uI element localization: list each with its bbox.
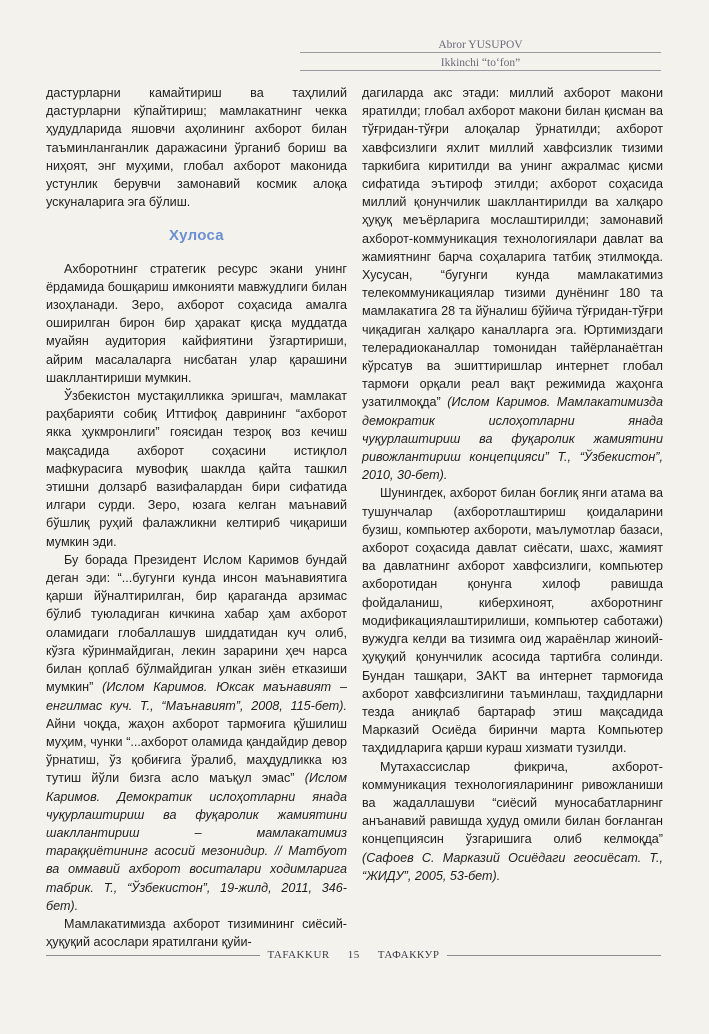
paragraph: дастурларни камайтириш ва таҳлилий дастурларни кўпайтириш; мамлакатнинг чекка ҳудудларида яшовчи аҳолининг ахборот билан таъминланганлик даражасини ўрганиб бориш ва ниҳоят, энг муҳими, глобал ахборот маконида устунлик берувчи замонавий космик алоқа ускуналарига эга бўлиш.	[46, 86, 347, 210]
header-rule-top	[300, 52, 661, 53]
paragraph-text: Мутахассислар фикрича, ахборот-коммуникация технологияларининг ривожланиши ва жадаллашуви “сиёсий муносабатларнинг анъанавий равишда ҳудуд омили билан боғланган концепциясин ўзгаришига олиб келмоқда”	[362, 759, 663, 847]
paragraph	[362, 84, 663, 484]
page-footer	[46, 949, 661, 961]
citation: (Ислом Каримов. Юксак маънавият – енгилмас куч. Т., “Маънавият”, 2008, 115-бет).	[46, 680, 347, 713]
paragraph: Ўзбекистон мустақилликка эришгач, мамлакат раҳбарияти собиқ Иттифоқ даврининг “ахборот якка ҳукмронлиги” гоясидан тезроқ воз кечиш мақсадида ахборот соҳасини истиқлол мафкурасига мувофиқ шаклда қайта ташкил этишни долзарб вазифалардан бири сифатида илгари сурди. Зеро, юзага келган маънавий бўшлиқ руҳий фалажликни келтириб чиқариши мумкин эди.	[46, 389, 347, 549]
page-number: 15	[347, 949, 360, 961]
left-column	[46, 84, 347, 951]
paragraph	[46, 551, 347, 915]
author-name: Abror YUSUPOV	[438, 39, 523, 51]
header-rule-bottom	[300, 70, 661, 71]
running-head	[300, 38, 661, 70]
paragraph: Ахборотнинг стратегик ресурс экани унинг ёрдамида бошқариш имконияти мавжудлиги билан изоҳланади. Зеро, ахборот соҳасида амалга оширилган бирон бир ҳаракат қисқа муддатда муайян аудитория кайфиятини ўзгартириши, айрим масалаларга нисбатан улар қарашини шакллантириши мумкин.	[46, 261, 347, 385]
paragraph: Мамлакатимизда ахборот тизимининг сиёсий-ҳуқуқий асослари яратилгани қуйи-	[46, 916, 347, 950]
section-subtitle: Ikkinchi “to‘fon”	[440, 57, 521, 69]
footer-magazine-latin: TAFAKKUR	[267, 949, 330, 961]
paragraph: Шунингдек, ахборот билан боғлиқ янги атама ва тушунчалар (ахборотлаштириш қоидаларини бузиш, компьютер ахбороти, маълумотлар базаси, ахборот соҳасида давлат сиёсати, шахс, жамият ва давлатнинг ахборот хавфсизлиги, компьютер ахборотидан қонунга хилоф равишда фойдаланиш, киберхиноят, ахборотнинг модификациялаштирилиши, компьютер саботажи) вужудга келди ва тизимга оид жараёнлар жиноий-ҳуқуқий қонунчилик асосида тартибга солинди. Бундан ташқари, ЗАКТ ва интернет тармоғида ахборот хавфсизлигини таъминлаш, таҳдидларни тезда аниқлаб бартараф этиш мақсадида Марказий Осиёда биринчи марта Компьютер таҳдидларига қарши кураш хизмати тузилди.	[362, 486, 663, 756]
citation: (Ислом Каримов. Мамлакатимизда демократик ислоҳотларни янада чуқурлаштириш ва фуқаролик жамиятини ривожлантириш концепцияси” Т., “Ўзбекистон”, 2010, 30-бет).	[362, 395, 663, 483]
footer-magazine-cyrillic: ТАФАККУР	[377, 949, 440, 961]
footer-rule-left	[46, 955, 260, 956]
paragraph-text: дагиларда акс этади: миллий ахборот макони яратилди; глобал ахборот макони билан қисман ва тўғридан-тўғри алоқалар ўрнатилди; ахборот хавфсизлиги яхлит миллий хавфсизлик тизими таркибига киритилди ва унинг ажралмас қисми сифатида эътироф этилди; ахборот соҳасида миллий қонунчилик шакллантирилди ва халқаро ҳуқуқ меъёрларига мослаштирилди; замонавий ахборот-коммуникация технологиялари давлат ва жамиятнинг барча соҳаларига татбиқ этилмоқда. Хусусан, “бугунги кунда мамлакатимиз телекоммуникациялар тизими дунёнинг 180 та мамлакатига 28 та йўналиш бўйича тўғридан-тўғри чиқадиган халқаро каналларга эга. Юртимиздаги телерадиоканаллар томонидан тайёрланаётган кўрсатув ва эшиттиришлар интернет глобал тармоғи орқали реал вақт режимида жаҳонга узатилмоқда”	[362, 86, 663, 410]
right-column	[362, 84, 663, 885]
footer-rule-right	[447, 955, 661, 956]
citation: (Ислом Каримов. Демократик ислоҳотларни янада чуқурлаштириш ва фуқаролик жамиятини шакллантириш – мамлакатимиз тараққиётининг асосий мезонидир. // Матбуот ва оммавий ахборот воситалари ходимларига табрик. Т., “Ўзбекистон”, 19-жилд, 2011, 346-бет).	[46, 771, 348, 913]
paragraph-text: Бу борада Президент Ислом Каримов бундай деган эди: “...бугунги кунда инсон маънавиятига қарши йўналтирилган, бир қараганда арзимас бўлиб туюладиган кичкина хабар ҳам ахборот оламидаги глобаллашув шиддатидан куч олиб, кўзга кўринмайдиган, лекин зарарини ҳеч нарса билан қоплаб бўлмайдиган улкан зиён етказиши мумкин”	[46, 552, 347, 695]
citation: (Сафоев С. Марказий Осиёдаги геосиёсат. Т., “ЖИДУ”, 2005, 53-бет).	[362, 850, 663, 883]
paragraph	[362, 758, 663, 885]
paragraph-text: Айни чоқда, жаҳон ахборот тармоғига қўшилиш муҳим, чунки “...ахборот оламида қандайдир девор ўрнатиш, ўз қобиғига ўралиб, маҳдудликка юз тутиш йўли бизга асло маъқул эмас”	[46, 716, 347, 786]
section-heading: Хулоса	[169, 227, 224, 245]
